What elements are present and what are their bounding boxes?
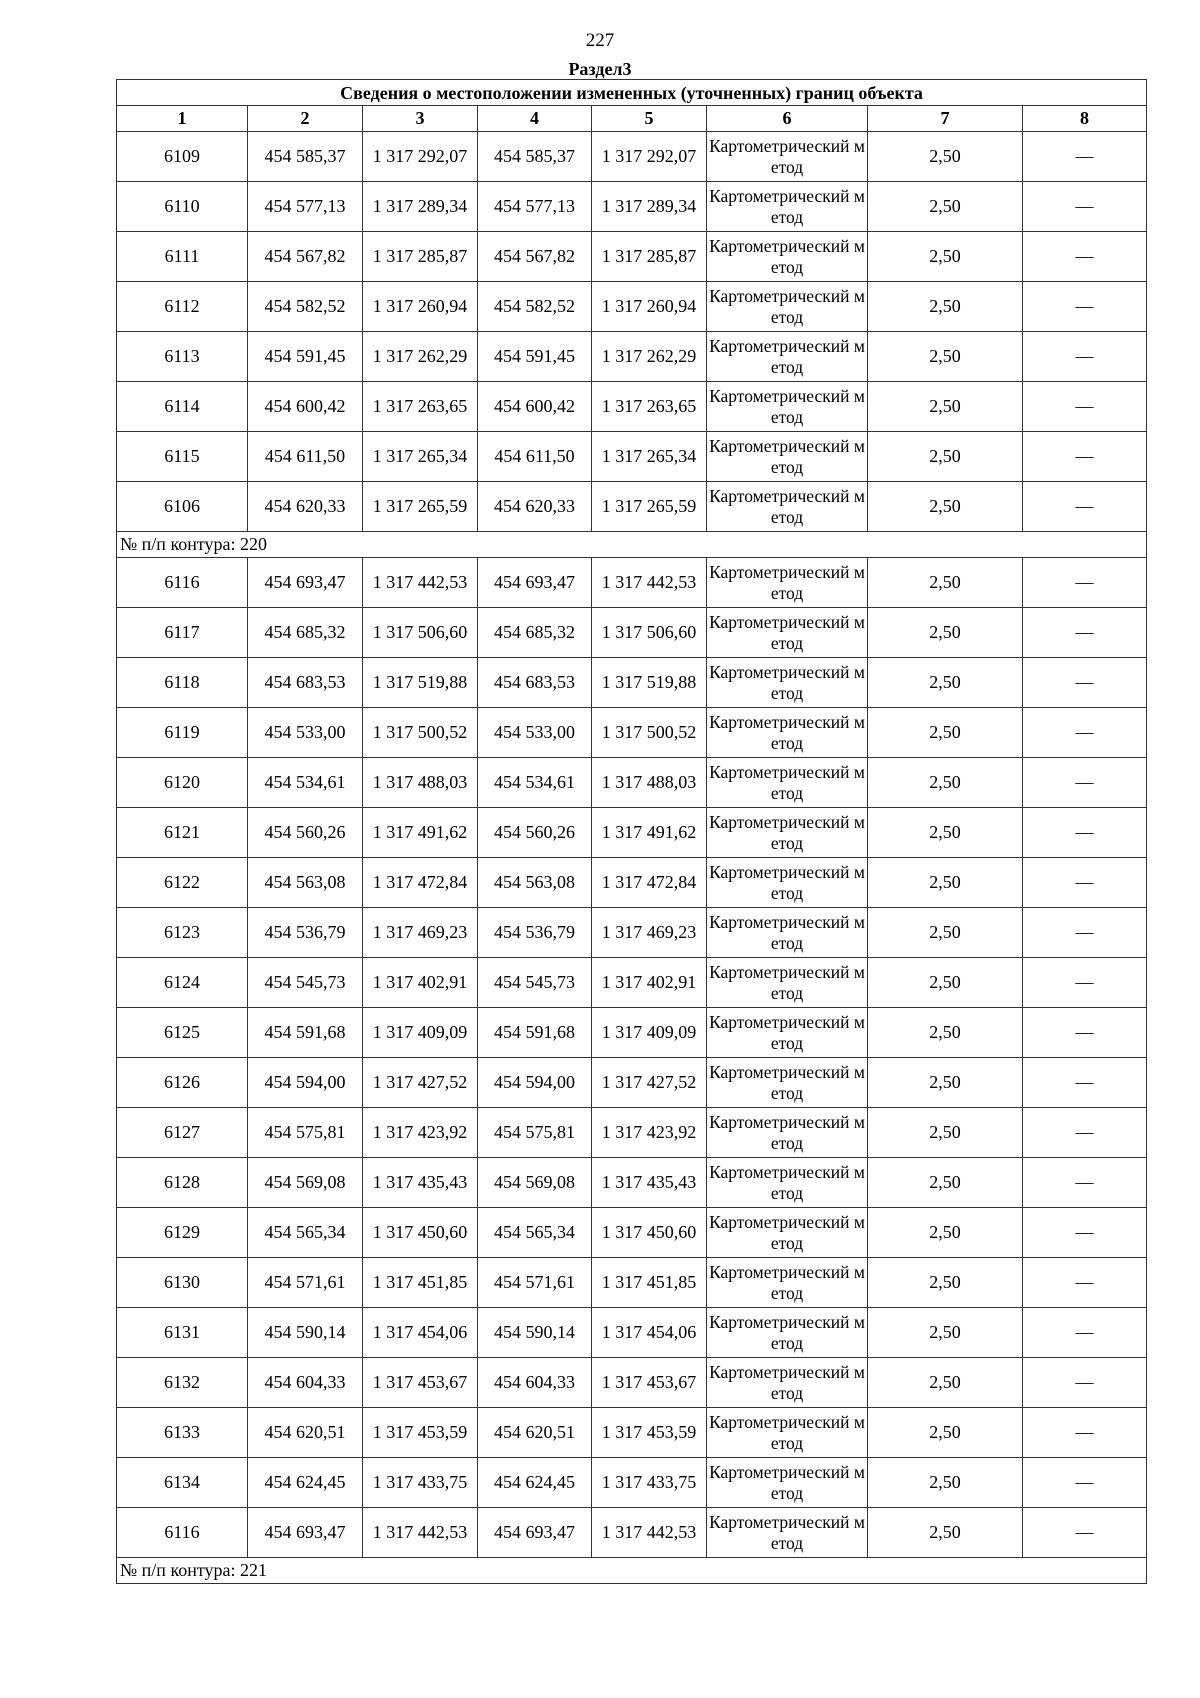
y-refined-cell: 1 317 453,67: [592, 1358, 707, 1408]
column-header-row: [117, 106, 1147, 132]
contour-label: № п/п контура: 221: [117, 1558, 1147, 1584]
method-cell: Картометрический метод: [707, 908, 868, 958]
accuracy-cell: 2,50: [868, 558, 1023, 608]
description-cell: —: [1023, 1008, 1147, 1058]
y-coordinate-cell: 1 317 453,59: [363, 1408, 478, 1458]
description-cell: —: [1023, 658, 1147, 708]
x-coordinate-cell: 454 590,14: [248, 1308, 363, 1358]
x-coordinate-cell: 454 569,08: [248, 1158, 363, 1208]
point-number-cell: 6114: [117, 382, 248, 432]
point-number-cell: 6106: [117, 482, 248, 532]
point-number-cell: 6120: [117, 758, 248, 808]
point-number-cell: 6112: [117, 282, 248, 332]
x-refined-cell: 454 536,79: [478, 908, 592, 958]
y-refined-cell: 1 317 453,59: [592, 1408, 707, 1458]
table-row: [117, 958, 1147, 1008]
method-cell: Картометрический метод: [707, 1158, 868, 1208]
y-refined-cell: 1 317 506,60: [592, 608, 707, 658]
description-cell: —: [1023, 1508, 1147, 1558]
y-coordinate-cell: 1 317 427,52: [363, 1058, 478, 1108]
y-coordinate-cell: 1 317 454,06: [363, 1308, 478, 1358]
method-cell: Картометрический метод: [707, 1508, 868, 1558]
table-row: [117, 1208, 1147, 1258]
column-header: 8: [1023, 106, 1147, 132]
description-cell: —: [1023, 858, 1147, 908]
coordinates-table: [116, 79, 1147, 1584]
y-coordinate-cell: 1 317 289,34: [363, 182, 478, 232]
y-refined-cell: 1 317 442,53: [592, 558, 707, 608]
y-coordinate-cell: 1 317 453,67: [363, 1358, 478, 1408]
y-refined-cell: 1 317 289,34: [592, 182, 707, 232]
x-refined-cell: 454 560,26: [478, 808, 592, 858]
method-cell: Картометрический метод: [707, 958, 868, 1008]
x-refined-cell: 454 585,37: [478, 132, 592, 182]
point-number-cell: 6128: [117, 1158, 248, 1208]
y-coordinate-cell: 1 317 469,23: [363, 908, 478, 958]
page-number: 227: [585, 30, 615, 51]
x-coordinate-cell: 454 575,81: [248, 1108, 363, 1158]
x-refined-cell: 454 533,00: [478, 708, 592, 758]
y-refined-cell: 1 317 433,75: [592, 1458, 707, 1508]
method-cell: Картометрический метод: [707, 1108, 868, 1158]
method-cell: Картометрический метод: [707, 182, 868, 232]
point-number-cell: 6124: [117, 958, 248, 1008]
x-coordinate-cell: 454 563,08: [248, 858, 363, 908]
table-row: [117, 1508, 1147, 1558]
table-row: [117, 1408, 1147, 1458]
x-coordinate-cell: 454 600,42: [248, 382, 363, 432]
description-cell: —: [1023, 1258, 1147, 1308]
x-refined-cell: 454 620,33: [478, 482, 592, 532]
x-refined-cell: 454 591,45: [478, 332, 592, 382]
accuracy-cell: 2,50: [868, 658, 1023, 708]
y-refined-cell: 1 317 265,34: [592, 432, 707, 482]
table-body: [117, 132, 1147, 1584]
y-refined-cell: 1 317 491,62: [592, 808, 707, 858]
y-refined-cell: 1 317 423,92: [592, 1108, 707, 1158]
y-coordinate-cell: 1 317 265,59: [363, 482, 478, 532]
point-number-cell: 6122: [117, 858, 248, 908]
description-cell: —: [1023, 1358, 1147, 1408]
point-number-cell: 6109: [117, 132, 248, 182]
x-refined-cell: 454 590,14: [478, 1308, 592, 1358]
description-cell: —: [1023, 232, 1147, 282]
table-row: [117, 1308, 1147, 1358]
table-row: [117, 232, 1147, 282]
description-cell: —: [1023, 558, 1147, 608]
description-cell: —: [1023, 1308, 1147, 1358]
x-refined-cell: 454 600,42: [478, 382, 592, 432]
table-row: [117, 1108, 1147, 1158]
method-cell: Картометрический метод: [707, 708, 868, 758]
x-coordinate-cell: 454 536,79: [248, 908, 363, 958]
y-coordinate-cell: 1 317 472,84: [363, 858, 478, 908]
description-cell: —: [1023, 1458, 1147, 1508]
description-cell: —: [1023, 958, 1147, 1008]
x-refined-cell: 454 582,52: [478, 282, 592, 332]
x-coordinate-cell: 454 594,00: [248, 1058, 363, 1108]
description-cell: —: [1023, 808, 1147, 858]
y-coordinate-cell: 1 317 263,65: [363, 382, 478, 432]
point-number-cell: 6118: [117, 658, 248, 708]
y-coordinate-cell: 1 317 506,60: [363, 608, 478, 658]
x-coordinate-cell: 454 591,45: [248, 332, 363, 382]
y-refined-cell: 1 317 454,06: [592, 1308, 707, 1358]
point-number-cell: 6121: [117, 808, 248, 858]
table-caption: Сведения о местоположении измененных (уточненных) границ объекта: [117, 80, 1147, 106]
x-coordinate-cell: 454 560,26: [248, 808, 363, 858]
x-coordinate-cell: 454 604,33: [248, 1358, 363, 1408]
x-refined-cell: 454 620,51: [478, 1408, 592, 1458]
contour-row: [117, 1558, 1147, 1584]
table-row: [117, 482, 1147, 532]
description-cell: —: [1023, 282, 1147, 332]
y-refined-cell: 1 317 292,07: [592, 132, 707, 182]
description-cell: —: [1023, 708, 1147, 758]
column-header: 3: [363, 106, 478, 132]
point-number-cell: 6113: [117, 332, 248, 382]
y-refined-cell: 1 317 263,65: [592, 382, 707, 432]
table-row: [117, 608, 1147, 658]
accuracy-cell: 2,50: [868, 132, 1023, 182]
accuracy-cell: 2,50: [868, 182, 1023, 232]
accuracy-cell: 2,50: [868, 232, 1023, 282]
x-refined-cell: 454 611,50: [478, 432, 592, 482]
x-refined-cell: 454 693,47: [478, 558, 592, 608]
y-coordinate-cell: 1 317 265,34: [363, 432, 478, 482]
accuracy-cell: 2,50: [868, 758, 1023, 808]
point-number-cell: 6131: [117, 1308, 248, 1358]
table-row: [117, 432, 1147, 482]
column-header: 7: [868, 106, 1023, 132]
y-coordinate-cell: 1 317 433,75: [363, 1458, 478, 1508]
method-cell: Картометрический метод: [707, 658, 868, 708]
accuracy-cell: 2,50: [868, 808, 1023, 858]
table-row: [117, 1458, 1147, 1508]
accuracy-cell: 2,50: [868, 1458, 1023, 1508]
table-row: [117, 1158, 1147, 1208]
y-refined-cell: 1 317 409,09: [592, 1008, 707, 1058]
accuracy-cell: 2,50: [868, 1058, 1023, 1108]
description-cell: —: [1023, 908, 1147, 958]
y-coordinate-cell: 1 317 262,29: [363, 332, 478, 382]
method-cell: Картометрический метод: [707, 1308, 868, 1358]
x-coordinate-cell: 454 534,61: [248, 758, 363, 808]
table-row: [117, 558, 1147, 608]
y-coordinate-cell: 1 317 488,03: [363, 758, 478, 808]
y-refined-cell: 1 317 519,88: [592, 658, 707, 708]
point-number-cell: 6116: [117, 1508, 248, 1558]
x-refined-cell: 454 575,81: [478, 1108, 592, 1158]
method-cell: Картометрический метод: [707, 382, 868, 432]
method-cell: Картометрический метод: [707, 858, 868, 908]
description-cell: —: [1023, 1208, 1147, 1258]
y-coordinate-cell: 1 317 435,43: [363, 1158, 478, 1208]
table-row: [117, 132, 1147, 182]
accuracy-cell: 2,50: [868, 958, 1023, 1008]
point-number-cell: 6130: [117, 1258, 248, 1308]
description-cell: —: [1023, 1058, 1147, 1108]
point-number-cell: 6126: [117, 1058, 248, 1108]
method-cell: Картометрический метод: [707, 482, 868, 532]
accuracy-cell: 2,50: [868, 482, 1023, 532]
y-coordinate-cell: 1 317 491,62: [363, 808, 478, 858]
accuracy-cell: 2,50: [868, 1108, 1023, 1158]
table-row: [117, 758, 1147, 808]
y-coordinate-cell: 1 317 451,85: [363, 1258, 478, 1308]
point-number-cell: 6125: [117, 1008, 248, 1058]
section-title: Раздел3: [568, 59, 632, 79]
column-header: 1: [117, 106, 248, 132]
x-coordinate-cell: 454 577,13: [248, 182, 363, 232]
x-coordinate-cell: 454 585,37: [248, 132, 363, 182]
method-cell: Картометрический метод: [707, 1458, 868, 1508]
point-number-cell: 6134: [117, 1458, 248, 1508]
table-row: [117, 1258, 1147, 1308]
column-header: 5: [592, 106, 707, 132]
y-refined-cell: 1 317 402,91: [592, 958, 707, 1008]
description-cell: —: [1023, 182, 1147, 232]
y-refined-cell: 1 317 262,29: [592, 332, 707, 382]
method-cell: Картометрический метод: [707, 1358, 868, 1408]
x-coordinate-cell: 454 620,51: [248, 1408, 363, 1458]
x-refined-cell: 454 571,61: [478, 1258, 592, 1308]
description-cell: —: [1023, 482, 1147, 532]
table-row: [117, 1008, 1147, 1058]
y-coordinate-cell: 1 317 260,94: [363, 282, 478, 332]
accuracy-cell: 2,50: [868, 1158, 1023, 1208]
accuracy-cell: 2,50: [868, 382, 1023, 432]
contour-label: № п/п контура: 220: [117, 532, 1147, 558]
contour-row: [117, 532, 1147, 558]
x-coordinate-cell: 454 545,73: [248, 958, 363, 1008]
x-coordinate-cell: 454 611,50: [248, 432, 363, 482]
x-coordinate-cell: 454 565,34: [248, 1208, 363, 1258]
table-row: [117, 182, 1147, 232]
x-refined-cell: 454 534,61: [478, 758, 592, 808]
method-cell: Картометрический метод: [707, 608, 868, 658]
table-row: [117, 282, 1147, 332]
method-cell: Картометрический метод: [707, 1208, 868, 1258]
x-refined-cell: 454 693,47: [478, 1508, 592, 1558]
method-cell: Картометрический метод: [707, 758, 868, 808]
accuracy-cell: 2,50: [868, 1258, 1023, 1308]
accuracy-cell: 2,50: [868, 1208, 1023, 1258]
x-refined-cell: 454 569,08: [478, 1158, 592, 1208]
y-coordinate-cell: 1 317 442,53: [363, 558, 478, 608]
description-cell: —: [1023, 332, 1147, 382]
method-cell: Картометрический метод: [707, 1408, 868, 1458]
y-refined-cell: 1 317 451,85: [592, 1258, 707, 1308]
point-number-cell: 6116: [117, 558, 248, 608]
x-refined-cell: 454 594,00: [478, 1058, 592, 1108]
method-cell: Картометрический метод: [707, 1058, 868, 1108]
table-row: [117, 808, 1147, 858]
x-coordinate-cell: 454 693,47: [248, 1508, 363, 1558]
method-cell: Картометрический метод: [707, 282, 868, 332]
method-cell: Картометрический метод: [707, 132, 868, 182]
accuracy-cell: 2,50: [868, 858, 1023, 908]
x-refined-cell: 454 624,45: [478, 1458, 592, 1508]
x-coordinate-cell: 454 685,32: [248, 608, 363, 658]
table-row: [117, 1358, 1147, 1408]
y-coordinate-cell: 1 317 519,88: [363, 658, 478, 708]
table-row: [117, 708, 1147, 758]
table-row: [117, 1058, 1147, 1108]
y-refined-cell: 1 317 265,59: [592, 482, 707, 532]
x-refined-cell: 454 567,82: [478, 232, 592, 282]
x-coordinate-cell: 454 620,33: [248, 482, 363, 532]
y-coordinate-cell: 1 317 409,09: [363, 1008, 478, 1058]
accuracy-cell: 2,50: [868, 432, 1023, 482]
table-row: [117, 658, 1147, 708]
accuracy-cell: 2,50: [868, 282, 1023, 332]
y-refined-cell: 1 317 442,53: [592, 1508, 707, 1558]
y-refined-cell: 1 317 450,60: [592, 1208, 707, 1258]
y-refined-cell: 1 317 285,87: [592, 232, 707, 282]
y-refined-cell: 1 317 435,43: [592, 1158, 707, 1208]
x-coordinate-cell: 454 567,82: [248, 232, 363, 282]
x-coordinate-cell: 454 582,52: [248, 282, 363, 332]
method-cell: Картометрический метод: [707, 1258, 868, 1308]
y-refined-cell: 1 317 469,23: [592, 908, 707, 958]
x-coordinate-cell: 454 624,45: [248, 1458, 363, 1508]
y-refined-cell: 1 317 488,03: [592, 758, 707, 808]
accuracy-cell: 2,50: [868, 332, 1023, 382]
method-cell: Картометрический метод: [707, 1008, 868, 1058]
table-row: [117, 858, 1147, 908]
table-row: [117, 332, 1147, 382]
method-cell: Картометрический метод: [707, 808, 868, 858]
point-number-cell: 6127: [117, 1108, 248, 1158]
method-cell: Картометрический метод: [707, 332, 868, 382]
x-refined-cell: 454 545,73: [478, 958, 592, 1008]
y-coordinate-cell: 1 317 500,52: [363, 708, 478, 758]
y-refined-cell: 1 317 500,52: [592, 708, 707, 758]
description-cell: —: [1023, 1158, 1147, 1208]
table-row: [117, 908, 1147, 958]
x-coordinate-cell: 454 693,47: [248, 558, 363, 608]
x-coordinate-cell: 454 533,00: [248, 708, 363, 758]
column-header: 2: [248, 106, 363, 132]
point-number-cell: 6117: [117, 608, 248, 658]
point-number-cell: 6110: [117, 182, 248, 232]
accuracy-cell: 2,50: [868, 1308, 1023, 1358]
method-cell: Картометрический метод: [707, 232, 868, 282]
x-coordinate-cell: 454 571,61: [248, 1258, 363, 1308]
x-refined-cell: 454 683,53: [478, 658, 592, 708]
y-refined-cell: 1 317 427,52: [592, 1058, 707, 1108]
accuracy-cell: 2,50: [868, 1358, 1023, 1408]
description-cell: —: [1023, 432, 1147, 482]
accuracy-cell: 2,50: [868, 1408, 1023, 1458]
method-cell: Картометрический метод: [707, 558, 868, 608]
column-header: 4: [478, 106, 592, 132]
x-refined-cell: 454 565,34: [478, 1208, 592, 1258]
point-number-cell: 6132: [117, 1358, 248, 1408]
method-cell: Картометрический метод: [707, 432, 868, 482]
accuracy-cell: 2,50: [868, 1008, 1023, 1058]
description-cell: —: [1023, 1408, 1147, 1458]
accuracy-cell: 2,50: [868, 608, 1023, 658]
x-coordinate-cell: 454 591,68: [248, 1008, 363, 1058]
accuracy-cell: 2,50: [868, 708, 1023, 758]
x-refined-cell: 454 563,08: [478, 858, 592, 908]
description-cell: —: [1023, 608, 1147, 658]
y-coordinate-cell: 1 317 450,60: [363, 1208, 478, 1258]
y-refined-cell: 1 317 260,94: [592, 282, 707, 332]
description-cell: —: [1023, 1108, 1147, 1158]
y-coordinate-cell: 1 317 442,53: [363, 1508, 478, 1558]
x-coordinate-cell: 454 683,53: [248, 658, 363, 708]
y-coordinate-cell: 1 317 292,07: [363, 132, 478, 182]
point-number-cell: 6111: [117, 232, 248, 282]
y-refined-cell: 1 317 472,84: [592, 858, 707, 908]
point-number-cell: 6123: [117, 908, 248, 958]
y-coordinate-cell: 1 317 285,87: [363, 232, 478, 282]
y-coordinate-cell: 1 317 423,92: [363, 1108, 478, 1158]
x-refined-cell: 454 577,13: [478, 182, 592, 232]
accuracy-cell: 2,50: [868, 1508, 1023, 1558]
x-refined-cell: 454 591,68: [478, 1008, 592, 1058]
point-number-cell: 6119: [117, 708, 248, 758]
x-refined-cell: 454 685,32: [478, 608, 592, 658]
x-refined-cell: 454 604,33: [478, 1358, 592, 1408]
accuracy-cell: 2,50: [868, 908, 1023, 958]
table-row: [117, 382, 1147, 432]
description-cell: —: [1023, 758, 1147, 808]
point-number-cell: 6129: [117, 1208, 248, 1258]
y-coordinate-cell: 1 317 402,91: [363, 958, 478, 1008]
point-number-cell: 6115: [117, 432, 248, 482]
description-cell: —: [1023, 132, 1147, 182]
point-number-cell: 6133: [117, 1408, 248, 1458]
description-cell: —: [1023, 382, 1147, 432]
column-header: 6: [707, 106, 868, 132]
